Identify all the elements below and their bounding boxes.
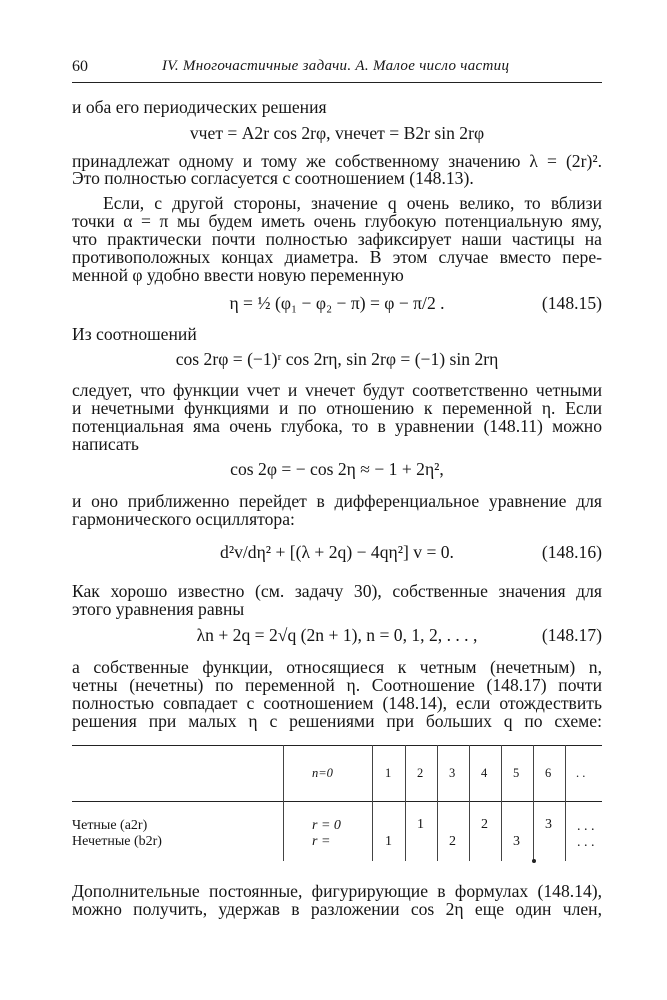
table-divider xyxy=(405,745,406,861)
row-label-even: Четные (a2r) xyxy=(72,818,148,833)
text-line: следует, что функции vчет и vнечет будут соответственно четными xyxy=(72,380,602,400)
equation-148-16: d²v/dη² + [(λ + 2q) − 4qη²] v = 0. xyxy=(220,542,454,562)
text-line: решения при малых η с решениями при больших q по схеме: xyxy=(72,711,602,731)
text-line: Если, с другой стороны, значение q очень велико, то вблизи xyxy=(103,193,602,213)
equation-number: (148.17) xyxy=(541,625,602,645)
equation-number: (148.16) xyxy=(541,542,602,562)
table-header-rule xyxy=(72,801,602,802)
table-divider xyxy=(437,745,438,861)
running-title: IV. Многочастичные задачи. А. Малое число частиц xyxy=(162,58,510,74)
table-cell-even: . . . xyxy=(577,819,595,834)
text-line: потенциальная яма очень глубока, то в уравнении (148.11) можно xyxy=(72,416,602,436)
table-cell-odd: . . . xyxy=(577,835,595,850)
text-line: менной φ удобно ввести новую переменную xyxy=(72,265,404,285)
correspondence-table xyxy=(72,745,602,861)
equation-148-15: η = ½ (φ₁ − φ₂ − π) = φ − π/2 . xyxy=(229,293,445,313)
table-header-cell: 2 xyxy=(417,766,424,780)
table-divider xyxy=(533,745,534,861)
table-divider xyxy=(372,745,373,861)
equation-148-17: λn + 2q = 2√q (2n + 1), n = 0, 1, 2, . . . , xyxy=(196,625,478,645)
text-line: Как хорошо известно (см. задачу 30), собственные значения для xyxy=(72,581,602,601)
equation-cos: cos 2φ = − cos 2η ≈ − 1 + 2η², xyxy=(230,459,444,479)
table-divider xyxy=(469,745,470,861)
table-header-cell: 6 xyxy=(545,766,552,780)
text-line: написать xyxy=(72,434,139,454)
text-line: принадлежат одному и тому же собственному значению λ = (2r)². xyxy=(72,151,602,171)
row-r-even: r = 0 xyxy=(312,818,341,833)
text-line: а собственные функции, относящиеся к четным (нечетным) n, xyxy=(72,657,602,677)
table-cell-odd: 2 xyxy=(449,834,456,849)
table-cell-odd: 1 xyxy=(385,834,392,849)
text-line: Дополнительные постоянные, фигурирующие в формулах (148.14), xyxy=(72,881,602,901)
table-cell-odd: 3 xyxy=(513,834,520,849)
equation-solutions: vчет = A2r cos 2rφ, vнечет = B2r sin 2rφ xyxy=(189,123,485,143)
table-header-cell: 1 xyxy=(385,766,392,780)
table-cell-even: 3 xyxy=(545,817,552,832)
text-line: противоположных концах диаметра. В этом случае вместо пере- xyxy=(72,247,602,267)
row-label-odd: Нечетные (b2r) xyxy=(72,834,162,849)
table-header-cell: 5 xyxy=(513,766,520,780)
row-r-odd: r = xyxy=(312,834,331,849)
text-line: и нечетными функциями и по отношению к переменной η. Если xyxy=(72,398,602,418)
table-header-cell: 3 xyxy=(449,766,456,780)
text-line: этого уравнения равны xyxy=(72,599,245,619)
text-line: и оно приближенно перейдет в дифференциальное уравнение для xyxy=(72,491,602,511)
table-header-cell: 4 xyxy=(481,766,488,780)
table-divider xyxy=(565,745,566,861)
text-line: Из соотношений xyxy=(72,324,197,344)
table-cell-even: 2 xyxy=(481,817,488,832)
text-line: можно получить, удержав в разложении cos 2η еще один член, xyxy=(72,899,602,919)
equation-relations: cos 2rφ = (−1)ʳ cos 2rη, sin 2rφ = (−1) sin 2rη xyxy=(175,349,499,369)
table-cell-even: 1 xyxy=(417,817,424,832)
text-line: что практически почти полностью зафиксирует наши частицы на xyxy=(72,229,602,249)
page-number: 60 xyxy=(72,58,88,75)
table-divider xyxy=(501,745,502,861)
table-header-cell: . . xyxy=(576,766,586,780)
print-mark xyxy=(532,859,536,863)
table-header-cell: n=0 xyxy=(312,766,333,780)
text-line: и оба его периодических решения xyxy=(72,97,327,117)
text-line: полностью совпадает с соотношением (148.14), если отождествить xyxy=(72,693,602,713)
table-top-rule xyxy=(72,745,602,746)
table-divider xyxy=(283,745,284,861)
text-line: Это полностью согласуется с соотношением (148.13). xyxy=(72,168,474,188)
text-line: точки α = π мы будем иметь очень глубокую потенциальную яму, xyxy=(72,211,602,231)
text-line: гармонического осциллятора: xyxy=(72,509,295,529)
text-line: четны (нечетны) по переменной η. Соотношение (148.17) почти xyxy=(72,675,602,695)
header-rule xyxy=(72,82,602,83)
equation-number: (148.15) xyxy=(541,293,602,313)
